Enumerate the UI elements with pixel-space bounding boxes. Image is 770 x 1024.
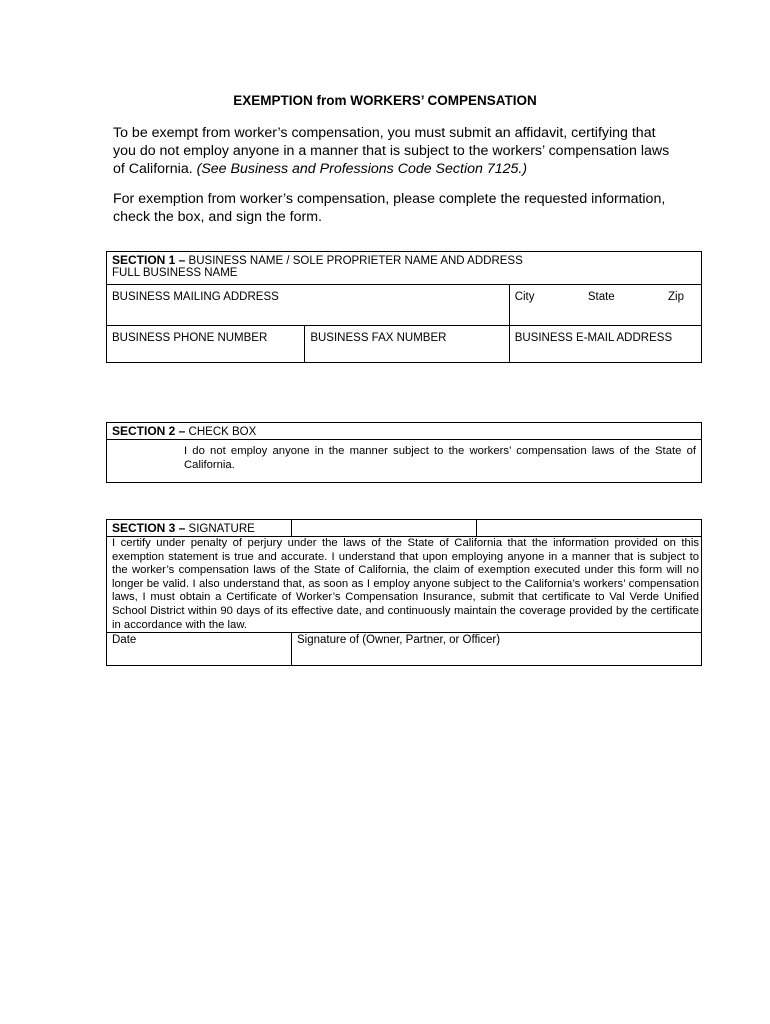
code-reference: (See Business and Professions Code Section 7125.) — [196, 161, 528, 177]
phone-field[interactable] — [107, 326, 305, 363]
exemption-statement-cell — [179, 440, 702, 483]
section-3-header-cell: SECTION 3 – SIGNATURE — [107, 520, 292, 537]
mailing-address-label: BUSINESS MAILING ADDRESS — [112, 291, 279, 303]
full-business-name-field[interactable]: FULL BUSINESS NAME — [112, 267, 238, 279]
signature-label: Signature of (Owner, Partner, or Officer) — [297, 634, 501, 647]
header-blank-cell-2 — [477, 520, 702, 537]
form-title: EXEMPTION from WORKERS’ COMPENSATION — [233, 93, 537, 108]
zip-label: Zip — [668, 291, 684, 303]
fax-label: BUSINESS FAX NUMBER — [310, 332, 447, 344]
city-label: City — [514, 291, 535, 303]
signature-field[interactable] — [292, 633, 702, 666]
date-field[interactable] — [107, 633, 292, 666]
intro-text: To be exempt from worker’s compensation, you must submit an affidavit, certifying that you do not employ anyone in a manner that is subject to the workers’ compensation laws of California. — [113, 125, 670, 177]
section-1-table — [106, 251, 702, 363]
section-2-table — [106, 422, 702, 483]
exemption-statement: I do not employ anyone in the manner subject to the workers’ compensation laws of the State of California. — [184, 445, 696, 471]
section-3-table — [106, 519, 702, 666]
header-blank-cell-1 — [292, 520, 477, 537]
section-1-header-cell — [107, 252, 702, 285]
email-field[interactable] — [509, 326, 701, 363]
mailing-address-field[interactable] — [107, 285, 510, 326]
certification-cell — [107, 537, 702, 633]
checkbox-cell[interactable] — [107, 440, 180, 483]
certification-text: I certify under penalty of perjury under the laws of the State of California that the information provided on this exemption statement is true and accurate. I understand that upon employing anyone in a manner that is subject to the worker’s compensation laws of the State of California, the claim of exemption executed under this form will no longer be valid. I also understand that, as soon as I employ anyone subject to the California’s workers’ compensation laws, I must obtain a Certificate of Worker’s Compensation Insurance, submit that certificate to Val Verde Unified School District within 90 days of its effective date, and continuously maintain the coverage provided by the certificate in accordance with the law. — [112, 537, 699, 631]
date-label: Date — [112, 634, 137, 647]
section-1-heading: SECTION 1 – BUSINESS NAME / SOLE PROPRIETER NAME AND ADDRESS — [112, 253, 523, 267]
fax-field[interactable] — [305, 326, 509, 363]
email-label: BUSINESS E-MAIL ADDRESS — [514, 332, 673, 344]
intro-paragraph-1 — [113, 124, 673, 178]
city-state-zip-field[interactable] — [509, 285, 701, 326]
phone-label: BUSINESS PHONE NUMBER — [112, 332, 268, 344]
section-2-header-cell: SECTION 2 – CHECK BOX — [107, 423, 702, 440]
state-label: State — [587, 291, 615, 303]
intro-paragraph-2: For exemption from worker’s compensation, please complete the requested information, check the box, and sign the form. — [113, 191, 666, 225]
